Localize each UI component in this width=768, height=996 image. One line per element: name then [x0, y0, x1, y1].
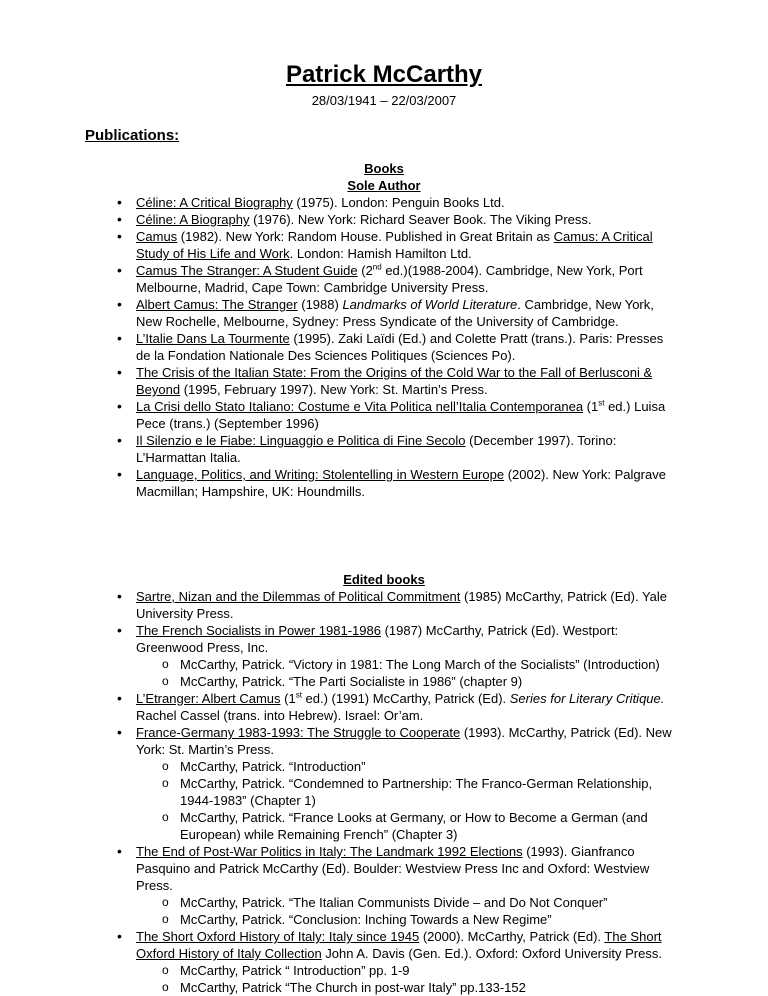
sole-author-heading: Sole Author [347, 178, 421, 193]
list-item: • Camus The Stranger: A Student Guide (2nd ed.)(1988-2004). Cambridge, New York, Port Melbourne, Madrid, Cape Town: Cambridge University Press. [136, 262, 681, 296]
chapter-list [136, 656, 681, 690]
list-item: • France-Germany 1983-1993: The Struggle to Cooperate (1993). McCarthy, Patrick (Ed). New York: St. Martin’s Press. o McCarthy, Patrick. “Introduction” o McCarthy, Patrick. “Condemned to Partnership: The Franco-German Relationship, 1944-1983” (Chapter 1) o McCarthy, Patrick. “France Looks at Germany, or How to Become a German (and European) while Remaining French” (Chapter 3) [136, 724, 681, 843]
books-section [136, 160, 681, 500]
list-item: • Albert Camus: The Stranger (1988) Landmarks of World Literature. Cambridge, New York, New Rochelle, Melbourne, Sydney: Press Syndicate of the University of Cambridge. [136, 296, 681, 330]
list-item: • Language, Politics, and Writing: Stolentelling in Western Europe (2002). New York: Palgrave Macmillan; Hampshire, UK: Houndmills. [136, 466, 681, 500]
list-item: • The French Socialists in Power 1981-1986 (1987) McCarthy, Patrick (Ed). Westport: Greenwood Press, Inc. o McCarthy, Patrick. “Victory in 1981: The Long March of the Socialists” (Introduction) o McCarthy, Patrick. “The Parti Socialiste in 1986” (chapter 9) [136, 622, 681, 690]
life-dates: 28/03/1941 – 22/03/2007 [311, 93, 457, 108]
chapter-item: o McCarthy, Patrick. “Introduction” [180, 758, 681, 775]
list-item: • The Crisis of the Italian State: From the Origins of the Cold War to the Fall of Berlusconi & Beyond (1995, February 1997). New York: St. Martin’s Press. [136, 364, 681, 398]
chapter-item: o McCarthy, Patrick. “The Italian Communists Divide – and Do Not Conquer” [180, 894, 681, 911]
chapter-list [136, 894, 681, 928]
chapter-item: o McCarthy, Patrick “ Introduction” pp. 1-9 [180, 962, 681, 979]
list-item: • The End of Post-War Politics in Italy: The Landmark 1992 Elections (1993). Gianfranco Pasquino and Patrick McCarthy (Ed). Boulder: Westview Press Inc and Oxford: Westview Press. o McCarthy, Patrick. “The Italian Communists Divide – and Do Not Conquer” o McCarthy, Patrick. “Conclusion: Inching Towards a New Regime” [136, 843, 681, 928]
list-item: • Il Silenzio e le Fiabe: Linguaggio e Politica di Fine Secolo (December 1997). Torino: L’Harmattan Italia. [136, 432, 681, 466]
edited-books-list [136, 588, 681, 996]
edited-books-heading: Edited books [343, 572, 425, 587]
chapter-item: o McCarthy, Patrick. “France Looks at Germany, or How to Become a German (and European) while Remaining French” (Chapter 3) [180, 809, 681, 843]
list-item: • La Crisi dello Stato Italiano: Costume e Vita Politica nell’Italia Contemporanea (1st ed.) Luisa Pece (trans.) (September 1996) [136, 398, 681, 432]
chapter-item: o McCarthy, Patrick. “Conclusion: Inching Towards a New Regime” [180, 911, 681, 928]
list-item: • Sartre, Nizan and the Dilemmas of Political Commitment (1985) McCarthy, Patrick (Ed). Yale University Press. [136, 588, 681, 622]
chapter-list [136, 962, 681, 996]
chapter-item: o McCarthy, Patrick. “Victory in 1981: The Long March of the Socialists” (Introduction) [180, 656, 681, 673]
books-list [136, 194, 681, 500]
list-item: • L’Italie Dans La Tourmente (1995). Zaki Laïdi (Ed.) and Colette Pratt (trans.). Paris: Presses de la Fondation Nationale Des Sciences Politiques (Sciences Po). [136, 330, 681, 364]
books-heading: Books [364, 161, 404, 176]
list-item: • Céline: A Critical Biography (1975). London: Penguin Books Ltd. [136, 194, 681, 211]
chapter-item: o McCarthy, Patrick “The Church in post-war Italy” pp.133-152 [180, 979, 681, 996]
chapter-item: o McCarthy, Patrick. “The Parti Socialiste in 1986” (chapter 9) [180, 673, 681, 690]
list-item: • L’Etranger: Albert Camus (1st ed.) (1991) McCarthy, Patrick (Ed). Series for Literary Critique. Rachel Cassel (trans. into Hebrew). Israel: Or’am. [136, 690, 681, 724]
chapter-list [136, 758, 681, 843]
list-item: • The Short Oxford History of Italy: Italy since 1945 (2000). McCarthy, Patrick (Ed). The Short Oxford History of Italy Collection John A. Davis (Gen. Ed.). Oxford: Oxford University Press. o McCarthy, Patrick “ Introduction” pp. 1-9 o McCarthy, Patrick “The Church in post-war Italy” pp.133-152 [136, 928, 681, 996]
list-item: • Céline: A Biography (1976). New York: Richard Seaver Book. The Viking Press. [136, 211, 681, 228]
chapter-item: o McCarthy, Patrick. “Condemned to Partnership: The Franco-German Relationship, 1944-1983” (Chapter 1) [180, 775, 681, 809]
list-item: • Camus (1982). New York: Random House. Published in Great Britain as Camus: A Critical Study of His Life and Work. London: Hamish Hamilton Ltd. [136, 228, 681, 262]
page-title: Patrick McCarthy [285, 61, 483, 88]
edited-books-section [136, 571, 681, 996]
publications-heading: Publications: [85, 127, 180, 144]
